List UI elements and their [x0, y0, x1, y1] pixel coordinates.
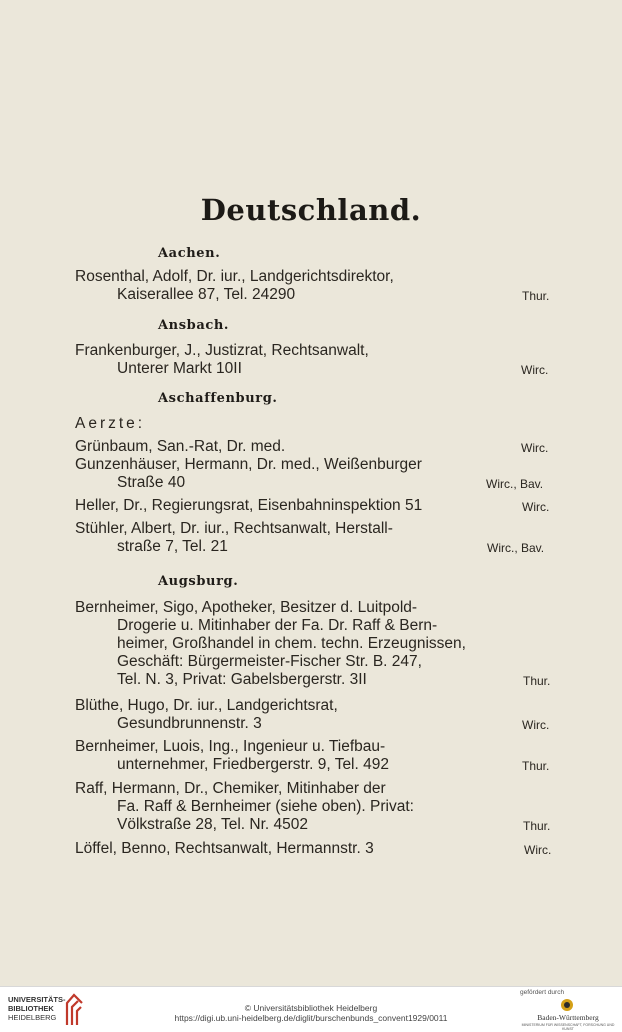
entry-loeffel-tag: Wirc.	[524, 843, 552, 857]
copyright-text: © Universitätsbibliothek Heidelberg	[244, 1003, 378, 1013]
viewer-footer	[0, 986, 622, 1032]
entry-gruenbaum-tag: Wirc.	[521, 441, 549, 455]
entry-rosenthal-line2: Kaiserallee 87, Tel. 24290	[117, 286, 296, 303]
entry-loeffel-line1: Löffel, Benno, Rechtsanwalt, Hermannstr. 3	[75, 840, 374, 857]
entry-rosenthal-line1: Rosenthal, Adolf, Dr. iur., Landgerichtsdirektor,	[75, 268, 394, 285]
coat-of-arms-icon	[532, 998, 602, 1012]
entry-bernheimer-sigo-line3: heimer, Großhandel in chem. techn. Erzeugnissen,	[117, 635, 466, 652]
entry-bernheimer-luois-line1: Bernheimer, Luois, Ing., Ingenieur u. Tiefbau-	[75, 738, 386, 755]
entry-rosenthal-tag: Thur.	[522, 289, 550, 303]
entry-bluethe-line1: Blüthe, Hugo, Dr. iur., Landgerichtsrat,	[75, 697, 338, 714]
permalink[interactable]: https://digi.ub.uni-heidelberg.de/diglit/burschenbunds_convent1929/0011	[174, 1013, 448, 1023]
entry-heller-tag: Wirc.	[522, 500, 550, 514]
city-heading-ansbach: Ansbach.	[158, 318, 230, 333]
entry-gunzenhaeuser-line1: Gunzenhäuser, Hermann, Dr. med., Weißenburger	[75, 456, 422, 473]
sponsor-label: gefördert durch	[520, 989, 565, 996]
library-name-line1: UNIVERSITÄTS-	[8, 995, 66, 1004]
entry-bernheimer-luois-tag: Thur.	[522, 759, 550, 773]
entry-raff-line3: Völkstraße 28, Tel. Nr. 4502	[117, 816, 308, 833]
entry-bernheimer-sigo-tag: Thur.	[523, 674, 551, 688]
entry-frankenburger-line1: Frankenburger, J., Justizrat, Rechtsanwalt,	[75, 342, 369, 359]
city-heading-augsburg: Augsburg.	[158, 574, 239, 589]
entry-bernheimer-sigo-line4: Geschäft: Bürgermeister-Fischer Str. B. 247,	[117, 653, 422, 670]
sponsor-subtitle: MINISTERIUM FÜR WISSENSCHAFT, FORSCHUNG UND KUNST	[521, 1023, 615, 1031]
entry-raff-line1: Raff, Hermann, Dr., Chemiker, Mitinhaber der	[75, 780, 386, 797]
entry-frankenburger-tag: Wirc.	[521, 363, 549, 377]
entry-bernheimer-sigo-line1: Bernheimer, Sigo, Apotheker, Besitzer d. Luitpold-	[75, 599, 418, 616]
entry-bernheimer-sigo-line5: Tel. N. 3, Privat: Gabelsbergerstr. 3II	[117, 671, 367, 688]
library-name-line2: BIBLIOTHEK	[8, 1004, 54, 1013]
entry-heller-line1: Heller, Dr., Regierungsrat, Eisenbahninspektion 51	[75, 497, 423, 514]
entry-stuehler-tag: Wirc., Bav.	[487, 541, 545, 555]
entry-bernheimer-luois-line2: unternehmer, Friedbergerstr. 9, Tel. 492	[117, 756, 389, 773]
entry-gruenbaum-line1: Grünbaum, San.-Rat, Dr. med.	[75, 438, 286, 455]
sponsor-name: Baden-Württemberg	[537, 1013, 599, 1022]
city-heading-aschaffenburg: Aschaffenburg.	[158, 391, 278, 406]
entry-stuehler-line2: straße 7, Tel. 21	[117, 538, 228, 555]
entry-raff-tag: Thur.	[523, 819, 551, 833]
entry-bernheimer-sigo-line2: Drogerie u. Mitinhaber der Fa. Dr. Raff & Bern-	[117, 617, 438, 634]
entry-bluethe-tag: Wirc.	[522, 718, 550, 732]
entry-raff-line2: Fa. Raff & Bernheimer (siehe oben). Privat:	[117, 798, 414, 815]
page-title: Deutschland.	[200, 193, 422, 227]
entry-frankenburger-line2: Unterer Markt 10II	[117, 360, 242, 377]
city-heading-aachen: Aachen.	[158, 246, 221, 261]
entry-stuehler-line1: Stühler, Albert, Dr. iur., Rechtsanwalt, Herstall-	[75, 520, 393, 537]
entry-gunzenhaeuser-line2: Straße 40	[117, 474, 186, 491]
subheading-aerzte: Aerzte:	[75, 415, 146, 432]
library-name-line3: HEIDELBERG	[8, 1013, 57, 1022]
entry-gunzenhaeuser-tag: Wirc., Bav.	[486, 477, 544, 491]
entry-bluethe-line2: Gesundbrunnenstr. 3	[117, 715, 262, 732]
